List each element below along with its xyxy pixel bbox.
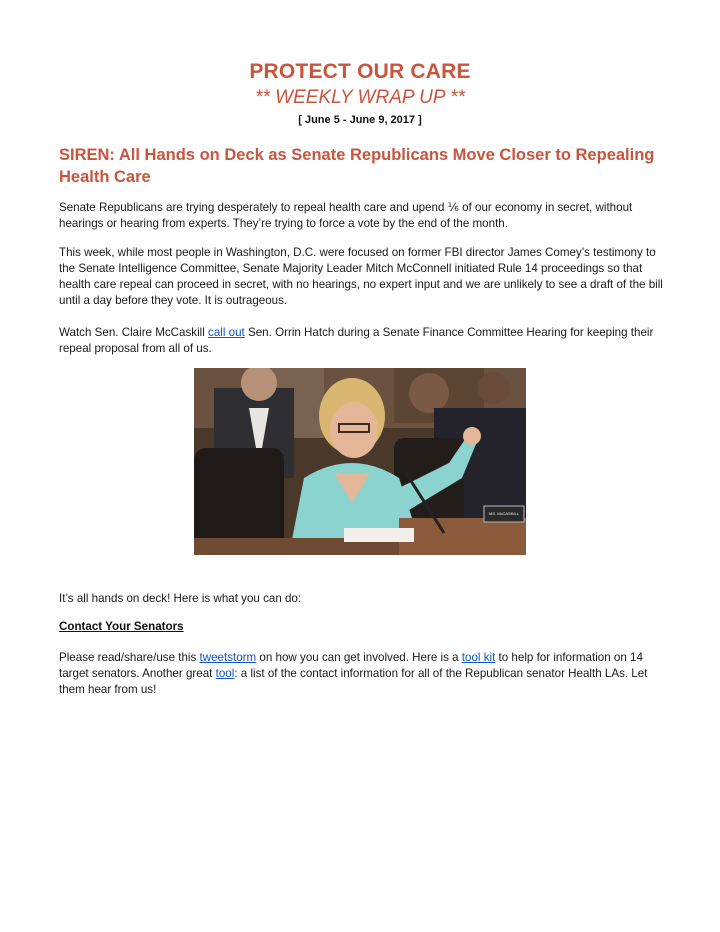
newsletter-subtitle: ** WEEKLY WRAP UP **: [255, 87, 465, 108]
hearing-photo: [194, 368, 526, 555]
contact-text-2: on how you can get involved. Here is a: [256, 651, 462, 664]
contact-text-4: : a list of the contact information for all of the Republican senator Health LAs. Let them hear from us!: [59, 667, 648, 696]
watch-text-before: Watch Sen. Claire McCaskill: [59, 326, 209, 339]
tool-link[interactable]: tool: [215, 667, 235, 680]
paragraph-rule14: This week, while most people in Washington, D.C. were focused on former FBI director James Comey’s testimony to the Senate Intelligence Committee, Senate Majority Leader Mitch McConnell initiated Rule 14 proceedings so that health care repeal can proceed in secret, with no hearings, no expert input and we are unlikely to see a draft of the bill until a day before they vote. It is outrageous.: [59, 246, 663, 307]
article-headline: SIREN: All Hands on Deck as Senate Republicans Move Closer to Repealing Health Care: [59, 146, 655, 186]
tool-kit-link[interactable]: tool kit: [461, 651, 496, 664]
watch-text-after: Sen. Orrin Hatch during a Senate Finance Committee Hearing for keeping their repeal proposal from all of us.: [59, 326, 654, 355]
paragraph-contact: [59, 650, 671, 698]
date-range: [ June 5 - June 9, 2017 ]: [298, 114, 422, 126]
contact-text-3: to help for information on 14 target senators. Another great: [59, 651, 643, 680]
nameplate-label: MS. McCASKILL: [488, 511, 519, 516]
paragraph-intro: Senate Republicans are trying desperately to repeal health care and upend ⅙ of our economy in secret, without hearings or hearing from experts. They’re trying to force a vote by the end of the month.: [59, 201, 633, 230]
newsletter-header: [0, 60, 720, 126]
newsletter-title: PROTECT OUR CARE: [249, 60, 471, 83]
contact-text-1: Please read/share/use this: [59, 651, 200, 664]
tweetstorm-link[interactable]: tweetstorm: [199, 651, 257, 664]
hearing-photo-illustration: [194, 368, 526, 555]
contact-senators-heading: Contact Your Senators: [59, 620, 184, 633]
call-out-link[interactable]: call out: [208, 326, 245, 339]
paragraph-watch: [59, 325, 671, 357]
paragraph-call-to-action: It’s all hands on deck! Here is what you can do:: [59, 592, 302, 605]
